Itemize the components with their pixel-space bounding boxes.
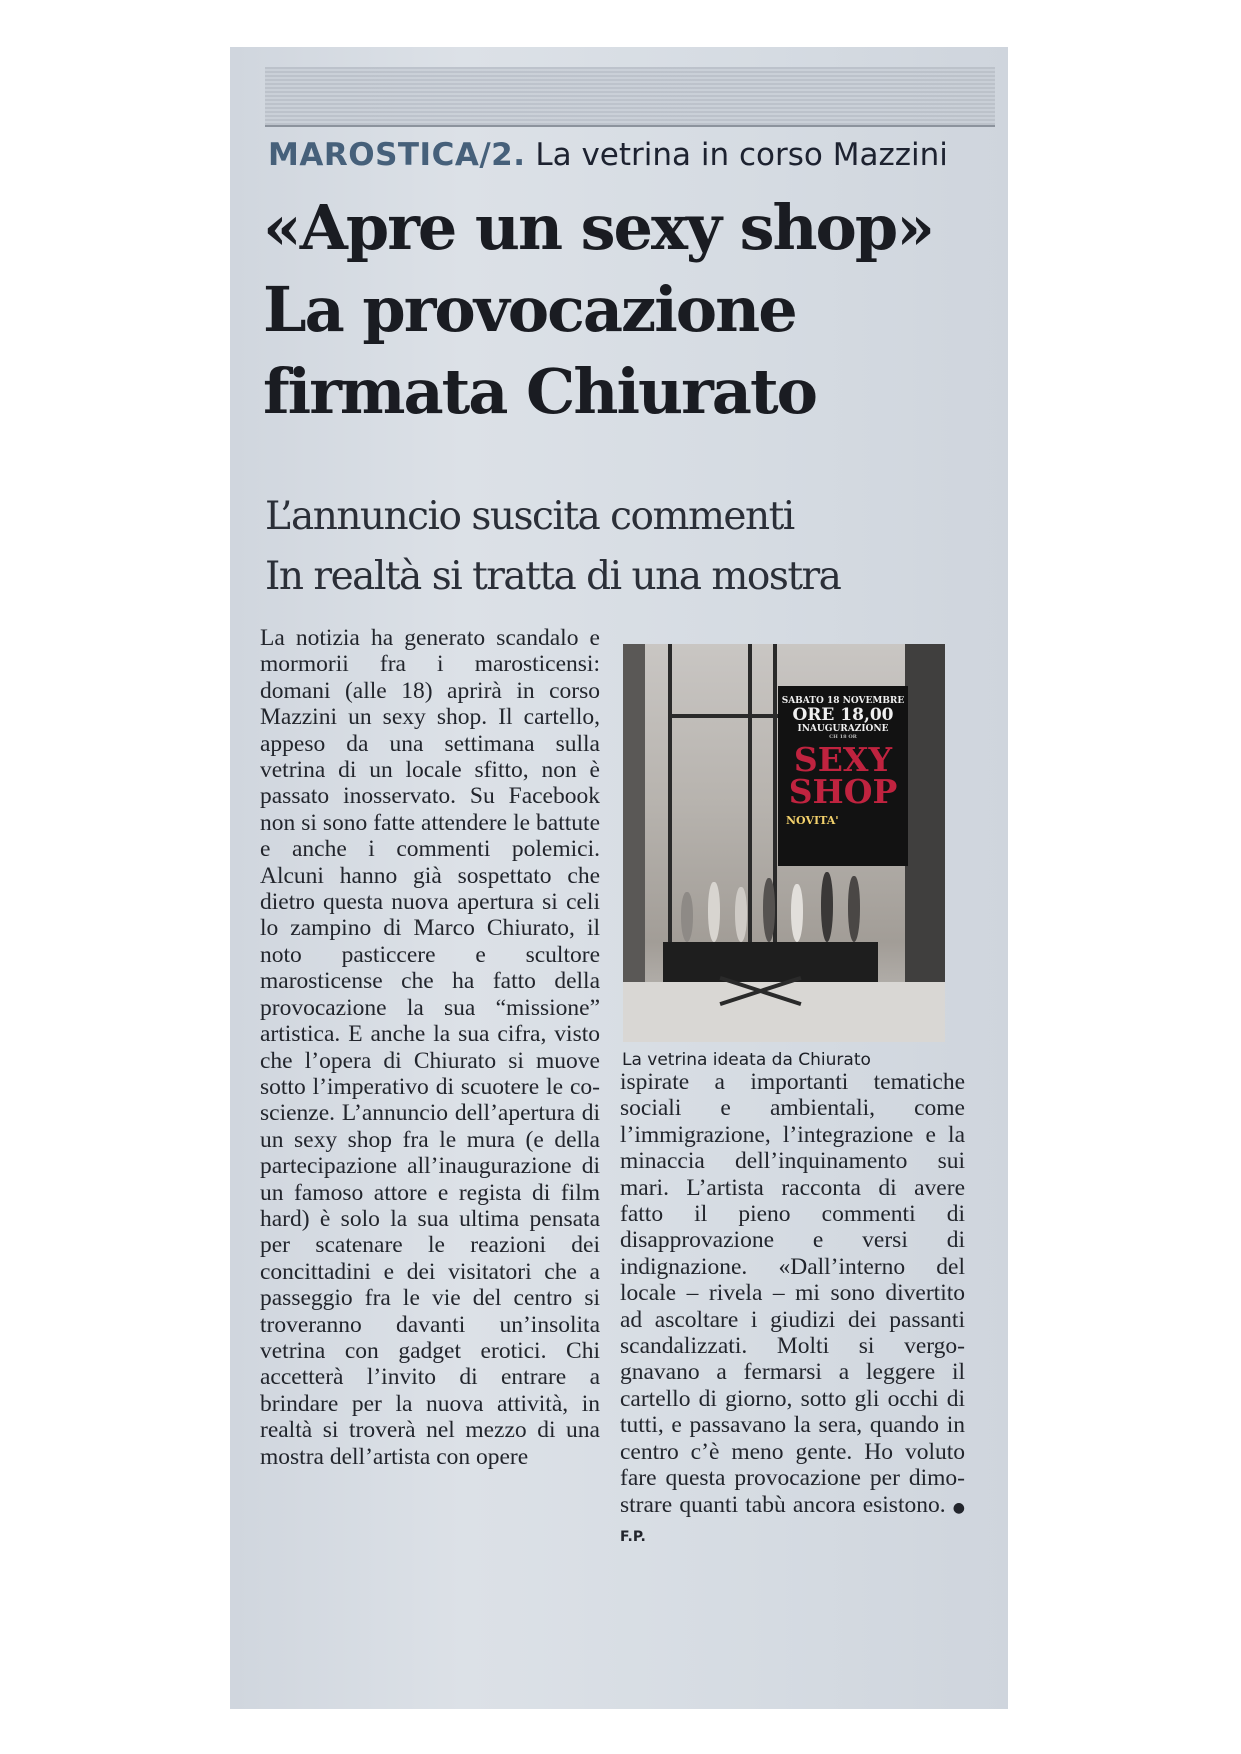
sculpture (708, 882, 720, 942)
section-label: MAROSTICA/2. (268, 137, 526, 173)
masthead-band (265, 67, 995, 125)
headline-line: La provocazione (263, 273, 796, 346)
poster-time: ORE 18,00 (792, 705, 894, 725)
sexy-shop-poster (778, 686, 908, 866)
sculpture (763, 878, 775, 942)
shop-window-photo (623, 644, 945, 1042)
article-column-2 (620, 1069, 965, 1550)
subheadline-line: L’annuncio suscita commenti (265, 494, 794, 539)
sculpture (848, 876, 860, 942)
article-body-text: ispirate a importanti tematiche sociali e ambientali, come l’immigrazione, l’integrazione e la minaccia dell’inquinamento sui mari. L’artista racconta di avere fatto il pieno commenti di disapprovazione e versi di indignazione. «Dall’interno del locale – rivela – mi sono divertito ad ascoltare i giudizi dei passanti scandalizzati. Molti si vergognavano a fermarsi a leggere il cartello di giorno, sotto gli occhi di tutti, e passavano la sera, quando in centro c’è meno gente. Ho voluto fare questa provocazione per dimostrare quanti tabù ancora esistono. (620, 1069, 965, 1518)
sculpture (681, 892, 693, 942)
rack-bar (668, 714, 778, 718)
sculpture (791, 884, 803, 942)
poster-small-text: CH 18 OR (829, 734, 857, 740)
poster-date: SABATO 18 NOVEMBRE (781, 696, 905, 706)
photo-floor (623, 982, 945, 1042)
headline-line: «Apre un sexy shop» (263, 191, 934, 264)
poster-title-line: SHOP (788, 772, 898, 811)
kicker-text: La vetrina in corso Mazzini (535, 137, 948, 173)
article-column-1 (260, 625, 600, 1470)
kicker (268, 137, 948, 173)
poster-novelty: NOVITA' (786, 814, 839, 827)
divider-line (265, 125, 995, 127)
photo-caption: La vetrina ideata da Chiurato (622, 1050, 871, 1070)
subheadline (265, 487, 1005, 607)
subheadline-line: In realtà si tratta di una mostra (265, 554, 841, 599)
headline (263, 187, 1003, 433)
newspaper-clipping (230, 47, 1008, 1709)
author-signature: ● F.P. (620, 1499, 966, 1545)
poster-title-line: SEXY (793, 740, 893, 779)
headline-line: firmata Chiurato (263, 355, 816, 428)
poster-event: INAUGURAZIONE (797, 724, 889, 734)
sculpture (821, 872, 833, 942)
sculpture (735, 887, 747, 942)
display-table (663, 942, 878, 986)
article-body-text: La notizia ha generato scandalo e mormorii fra i marosticensi: domani (alle 18) aprirà in corso Mazzini un sexy shop. Il cartello, appeso da una settimana sulla vetrina di un locale sfitto, non è passato inosservato. Su Facebook non si sono fatte attendere le battute e anche i commenti polemici. Alcuni hanno già sospettato che dietro questa nuova apertura si celi lo zampino di Marco Chiurato, il noto pasticcere e scultore marosticense che ha fatto della provocazione la sua “missione” artistica. E anche la sua cifra, visto che l’opera di Chiurato si muove sotto l’imperativo di scuotere le coscienze. L’annuncio dell’apertura di un sexy shop fra le mura (e della partecipazione all’inaugurazione di un famoso attore e regista di film hard) è solo la sua ultima pensata per scatenare le reazioni dei concittadini e dei visitatori che a passeggio fra le vie del centro si troveranno davanti un’insolita vetrina con gadget erotici. Chi accetterà l’invito di entrare a brindare per la nuova attività, in realtà si troverà nel mezzo di una mostra dell’artista con opere (260, 625, 600, 1470)
